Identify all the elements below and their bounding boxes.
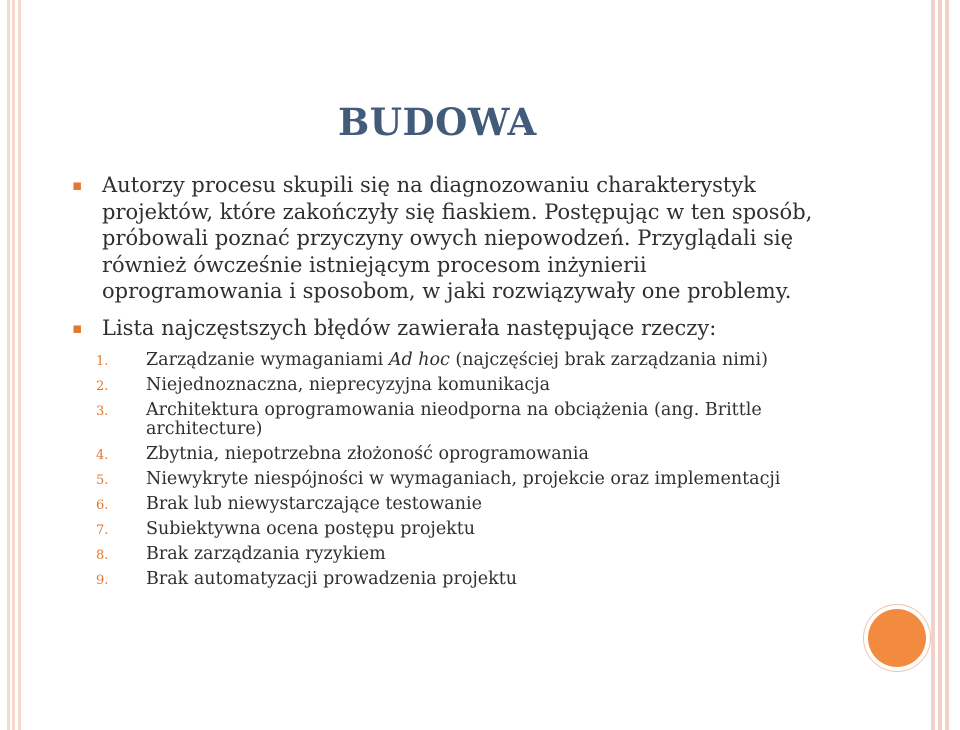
item-text: Brak lub niewystarczające testowanie [146,494,482,514]
bullet-text: Lista najczęstszych błędów zawierała następujące rzeczy: [102,315,717,340]
item-number: 8. [96,548,109,563]
numbered-item [70,570,830,589]
numbered-list [70,351,830,589]
slide-content [70,172,830,595]
left-border-line [7,0,10,730]
bullet-marker: ▪ [72,176,83,194]
item-number: 7. [96,523,109,538]
numbered-item [70,376,830,395]
item-text-pre: Zarządzanie wymaganiami [146,350,389,370]
left-border-line [12,0,15,730]
item-number: 4. [96,448,109,463]
item-number: 1. [96,354,109,369]
numbered-item [70,470,830,489]
numbered-item [70,495,830,514]
item-text-post: (najczęściej brak zarządzania nimi) [449,350,768,370]
item-number: 2. [96,379,109,394]
item-text: Zbytnia, niepotrzebna złożoność oprogramowania [146,444,589,464]
item-number: 5. [96,473,109,488]
numbered-item [70,445,830,464]
bullet-item [70,172,830,305]
item-text: Niewykryte niespójności w wymaganiach, projekcie oraz implementacji [146,469,781,489]
numbered-item [70,351,830,370]
item-text: Brak automatyzacji prowadzenia projektu [146,569,518,589]
left-border-line [18,0,21,730]
item-number: 9. [96,573,109,588]
bullet-item [70,315,830,342]
numbered-item [70,545,830,564]
item-text-italic: Ad hoc [388,350,450,370]
slide-title: BUDOWA [338,100,537,144]
item-text: Architektura oprogramowania nieodporna na obciążenia (ang. Brittle architecture) [146,400,762,439]
item-number: 3. [96,404,109,419]
bullet-text: Autorzy procesu skupili się na diagnozowaniu charakterystyk projektów, które zakończyły się fiaskiem. Postępując w ten sposób, próbowali poznać przyczyny owych niepowodzeń. Przyglądali się również ówcześnie istniejącym procesom inżynierii oprogramowania i sposobom, w jaki rozwiązywały one problemy. [102,173,813,303]
decorative-circle [868,609,926,667]
item-text: Brak zarządzania ryzykiem [146,544,386,564]
right-border-line [938,0,942,730]
item-text: Subiektywna ocena postępu projektu [146,519,476,539]
right-border-line [945,0,949,730]
item-text: Niejednoznaczna, nieprecyzyjna komunikacja [146,375,551,395]
item-text [146,350,768,370]
numbered-item [70,520,830,539]
bullet-marker: ▪ [72,318,83,337]
item-number: 6. [96,498,109,513]
numbered-item [70,401,830,439]
right-border-line [931,0,935,730]
